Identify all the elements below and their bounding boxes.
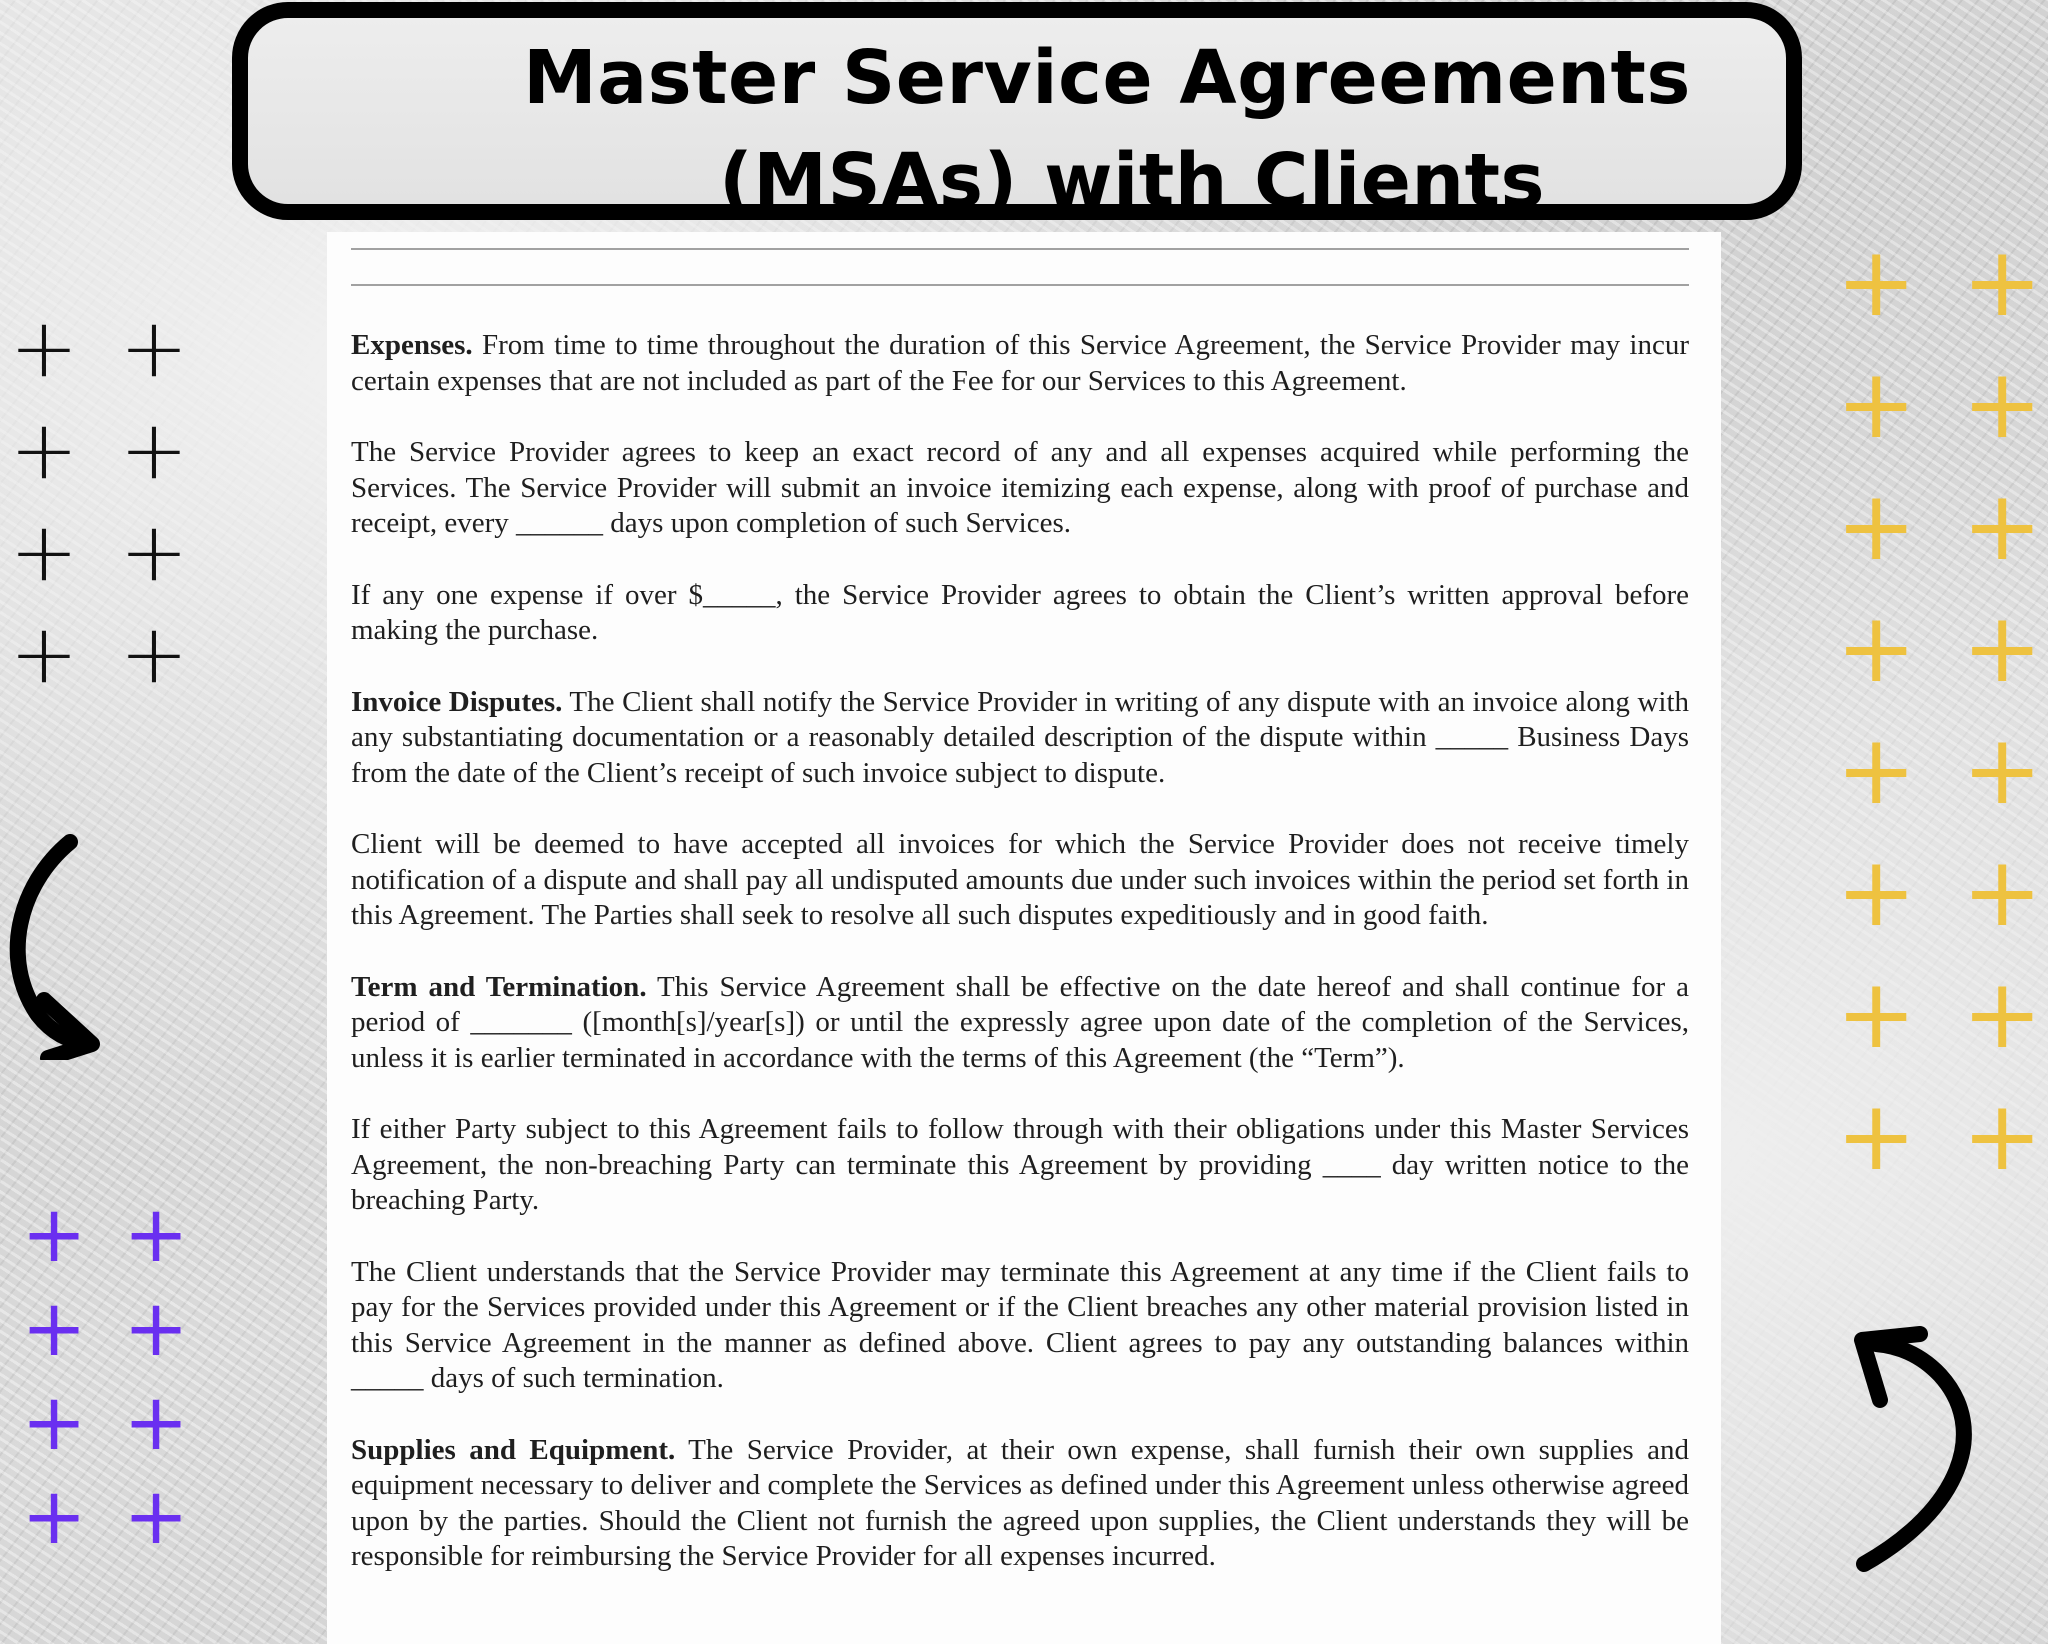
plus-icon: + <box>123 1378 189 1468</box>
section-heading-invoice-disputes: Invoice Disputes. <box>351 685 563 718</box>
paragraph-expense-records <box>351 435 1689 542</box>
title-banner <box>232 2 1802 224</box>
paragraph-text: This Service Agreement shall be effective on the date hereof and shall continue for a period of _______ ([month[s]/year[s]) or until the expressly agree upon date of the completion of the Services, unless it is earlier terminated in accordance with the terms of this Agreement (the “Term”). <box>351 970 1689 1074</box>
plus-icon: + <box>119 505 189 600</box>
plus-icon: + <box>1962 592 2043 704</box>
plus-icon: + <box>21 1378 87 1468</box>
document-body <box>351 328 1689 1611</box>
paragraph-provider-termination <box>351 1255 1689 1397</box>
document-page <box>327 232 1721 1644</box>
paragraph-text: If any one expense if over $_____, the Service Provider agrees to obtain the Client’s written approval before making the purchase. <box>351 578 1689 646</box>
paragraph-expenses <box>351 328 1689 399</box>
plus-icon: + <box>1962 348 2043 460</box>
plus-icon: + <box>1962 958 2043 1070</box>
paragraph-text: The Service Provider, at their own expense, shall furnish their own supplies and equipment necessary to deliver and complete the Services as defined under this Agreement unless otherwise agreed upon by the parties. Should the Client not furnish the agreed upon supplies, the Client understands they will be responsible for reimbursing the Service Provider for all expenses incurred. <box>351 1433 1689 1572</box>
paragraph-supplies-and-equipment <box>351 1433 1689 1575</box>
plus-icon: + <box>1962 470 2043 582</box>
paragraph-text: If either Party subject to this Agreement fails to follow through with their obligations under this Master Services Agreement, the non-breaching Party can terminate this Agreement by providing ____ day written notice to the breaching Party. <box>351 1113 1689 1216</box>
plus-icon: + <box>1962 836 2043 948</box>
paragraph-expense-approval <box>351 578 1689 649</box>
paragraph-text: Client will be deemed to have accepted all invoices for which the Service Provider does not receive timely notification of a dispute and shall pay all undisputed amounts due under such invoices within the period set forth in this Agreement. The Parties shall seek to resolve all such disputes expeditiously and in good faith. <box>351 828 1689 931</box>
plus-icon: + <box>1836 470 1917 582</box>
plus-icon: + <box>1836 836 1917 948</box>
plus-icon: + <box>21 1284 87 1374</box>
paragraph-text: From time to time throughout the duration of this Service Agreement, the Service Provider may incur certain expenses that are not included as part of the Fee for our Services to this Agreement. <box>351 329 1689 397</box>
plus-icon: + <box>1836 1080 1917 1192</box>
section-heading-term-and-termination: Term and Termination. <box>351 970 647 1003</box>
title-line-2: (MSAs) with Clients <box>718 138 1546 224</box>
section-heading-supplies-and-equipment: Supplies and Equipment. <box>351 1433 676 1466</box>
curved-arrow-up-left-icon <box>1840 1320 2020 1580</box>
plus-icon: + <box>21 1190 87 1280</box>
plus-icon: + <box>1836 958 1917 1070</box>
paragraph-text: The Service Provider agrees to keep an exact record of any and all expenses acquired while performing the Services. The Service Provider will submit an invoice itemizing each expense, along with proof of purchase and receipt, every ______ days upon completion of such Services. <box>351 436 1689 539</box>
plus-icon: + <box>1836 714 1917 826</box>
plus-icon: + <box>1962 714 2043 826</box>
plus-icon: + <box>21 1472 87 1562</box>
plus-icon: + <box>123 1190 189 1280</box>
plus-icon: + <box>1962 226 2043 338</box>
plus-icon: + <box>1836 592 1917 704</box>
plus-icon: + <box>9 403 79 498</box>
paragraph-text: The Client understands that the Service Provider may terminate this Agreement at any time if the Client fails to pay for the Services provided under this Agreement or if the Client breaches any other material provision listed in this Service Agreement in the manner as defined above. Client agrees to pay any outstanding balances within _____ days of such termination. <box>351 1255 1689 1394</box>
paragraph-text: The Client shall notify the Service Provider in writing of any dispute with an invoice along with any substantiating documentation or a reasonably detailed description of the dispute within _____ Business Days from the date of the Client’s receipt of such invoice subject to dispute. <box>351 685 1689 789</box>
section-heading-expenses: Expenses. <box>351 329 473 361</box>
paragraph-invoice-disputes <box>351 685 1689 792</box>
title-line-1: Master Service Agreements <box>523 35 1691 121</box>
plus-icon: + <box>1962 1080 2043 1192</box>
blank-line-divider <box>351 284 1689 286</box>
paragraph-accepted-invoices <box>351 827 1689 934</box>
plus-icon: + <box>9 607 79 702</box>
paragraph-term-and-termination <box>351 970 1689 1077</box>
plus-icon: + <box>123 1284 189 1374</box>
plus-icon: + <box>123 1472 189 1562</box>
plus-icon: + <box>119 403 189 498</box>
curved-arrow-down-right-icon <box>0 830 150 1060</box>
blank-line-divider <box>351 248 1689 250</box>
paragraph-breach-termination <box>351 1112 1689 1219</box>
plus-icon: + <box>119 607 189 702</box>
plus-icon: + <box>119 301 189 396</box>
plus-icon: + <box>1836 226 1917 338</box>
plus-icon: + <box>9 301 79 396</box>
plus-icon: + <box>1836 348 1917 460</box>
plus-icon: + <box>9 505 79 600</box>
